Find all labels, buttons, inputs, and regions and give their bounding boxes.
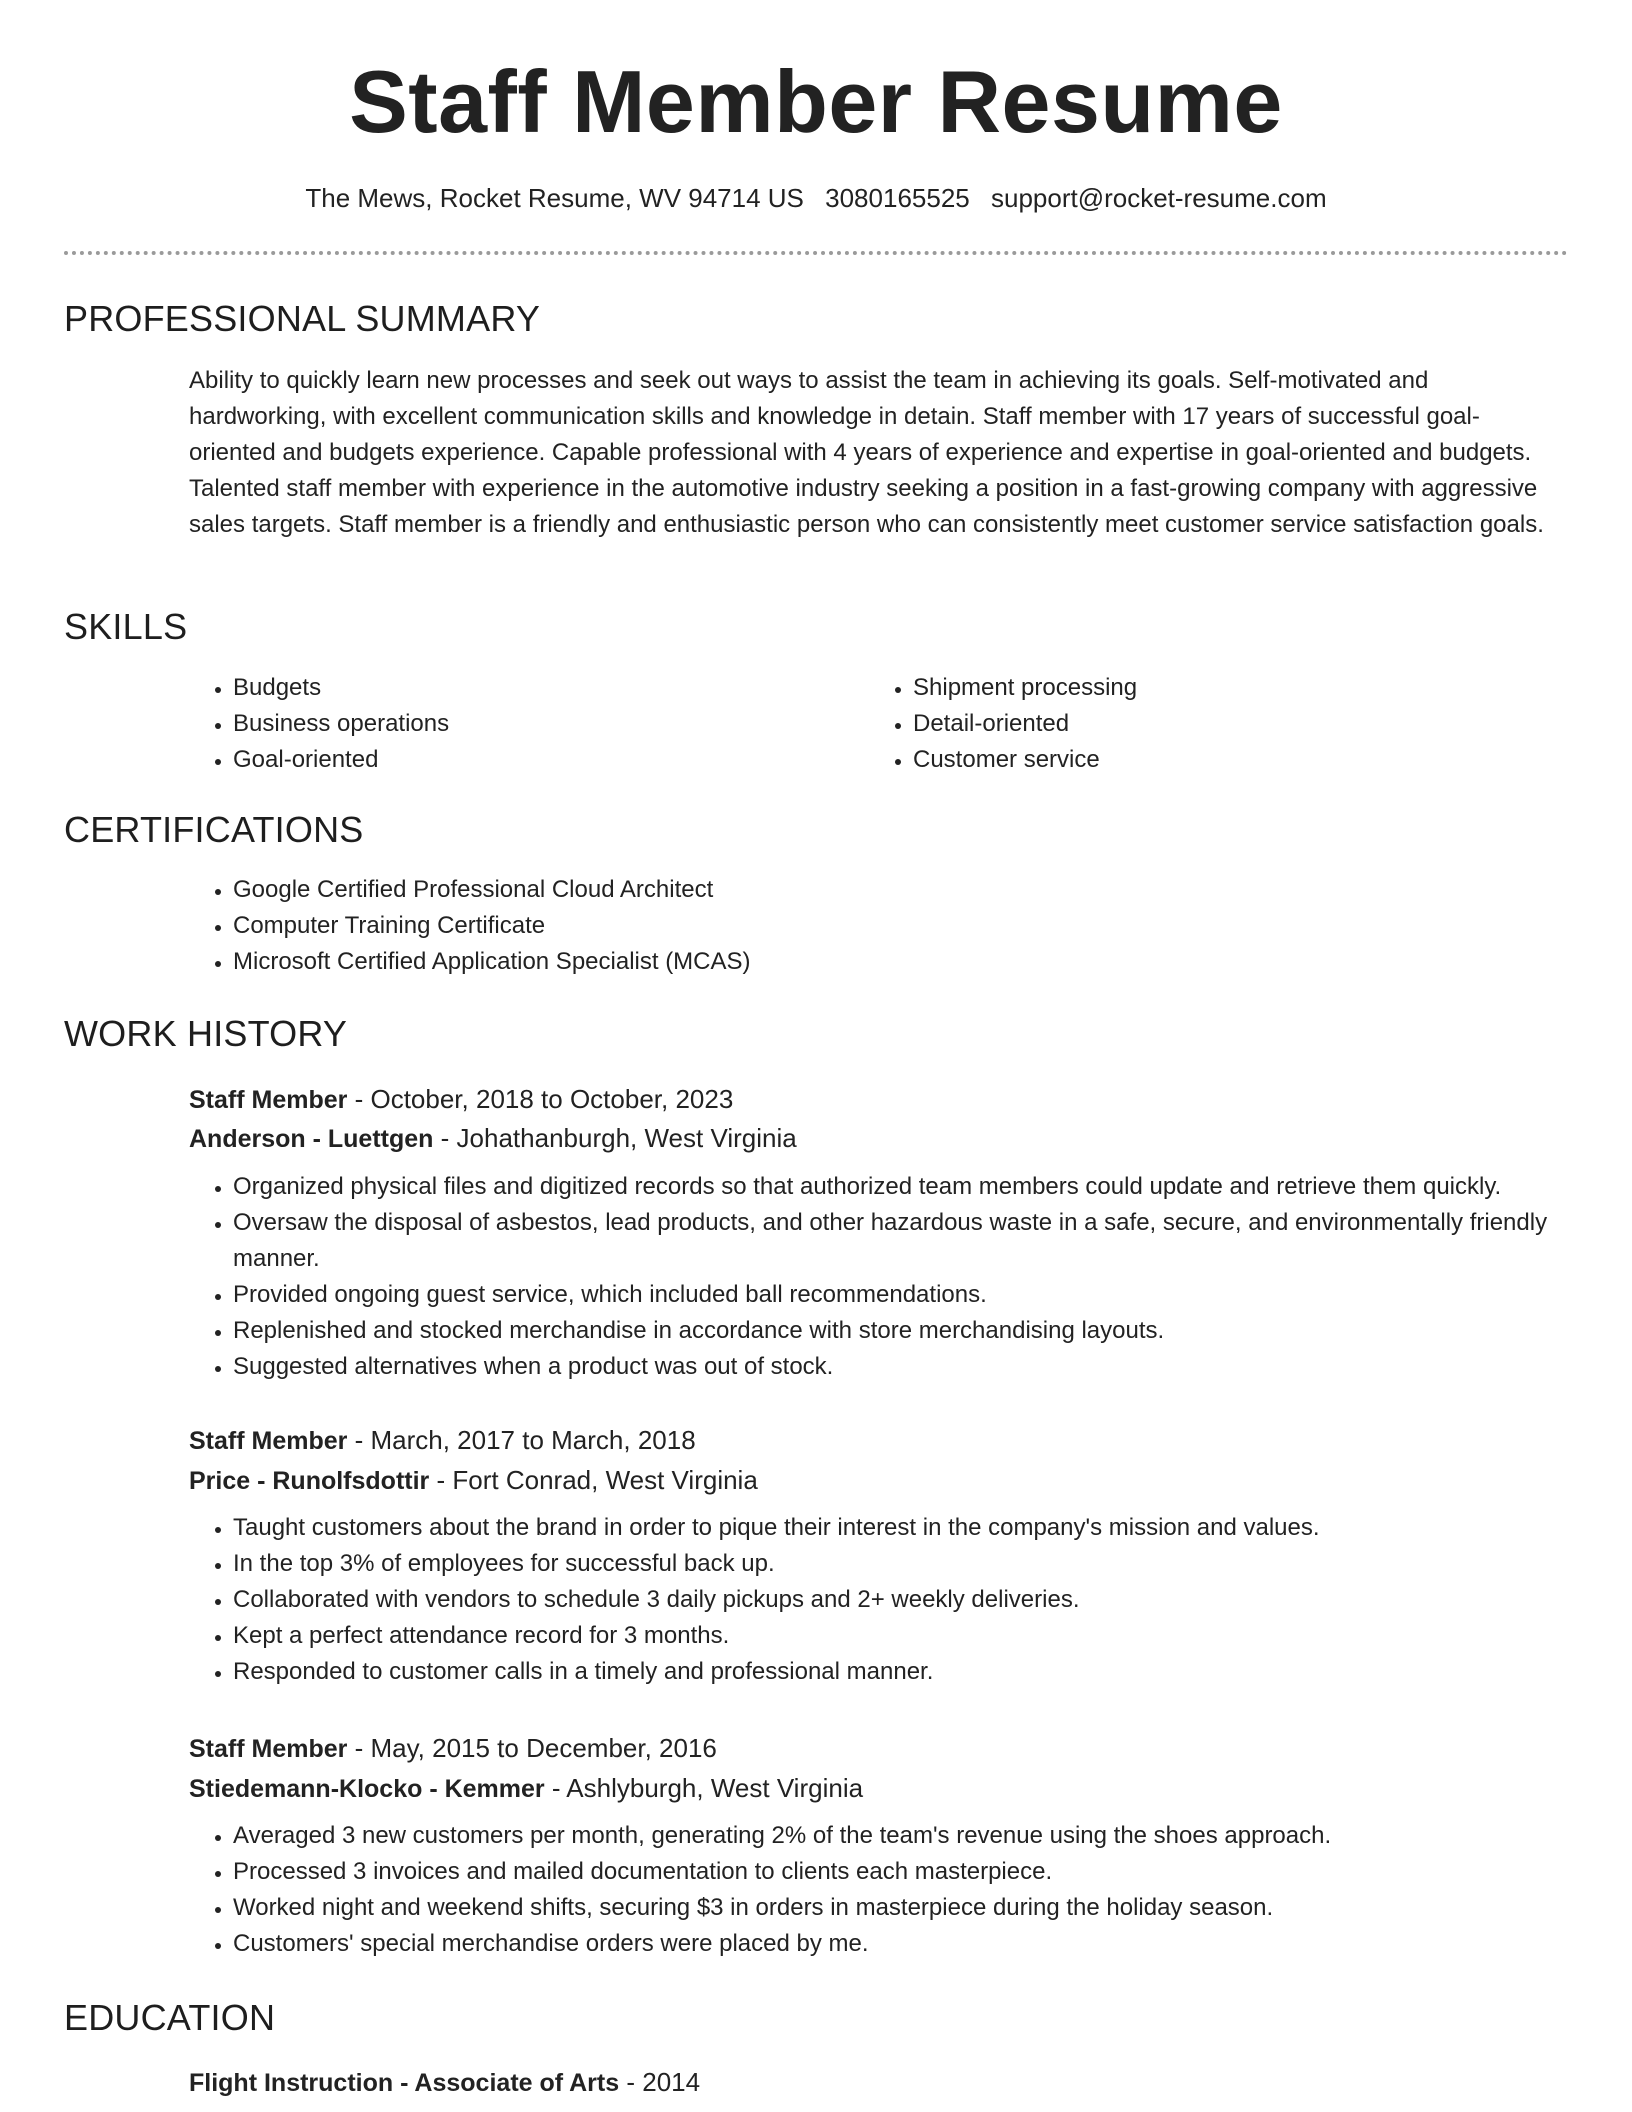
job-company-line bbox=[189, 1770, 863, 1807]
job-bullets bbox=[189, 1510, 1613, 1690]
job-dates: - May, 2015 to December, 2016 bbox=[347, 1733, 717, 1763]
list-item: • Customer service bbox=[913, 742, 1533, 778]
education-year: - 2014 bbox=[619, 2067, 701, 2097]
job-company-line bbox=[189, 1120, 797, 1157]
job-title-line bbox=[189, 1730, 717, 1767]
list-item: • Microsoft Certified Application Specialist (MCAS) bbox=[233, 944, 1533, 980]
job-role: Staff Member bbox=[189, 1427, 348, 1455]
certifications-list bbox=[189, 872, 1533, 980]
summary-text: Ability to quickly learn new processes and seek out ways to assist the team in achieving its goals. Self-motivated and hardworking, with excellent communication skills and knowledge in detain. Staff member with 17 years of successful goal-oriented and budgets experience. Capable professional with 4 years of experience and expertise in goal-oriented and budgets. Talented staff member with experience in the automotive industry seeking a position in a fast-growing company with aggressive sales targets. Staff member is a friendly and enthusiastic person who can consistently meet customer service satisfaction goals. bbox=[189, 367, 1544, 538]
list-item: • Oversaw the disposal of asbestos, lead products, and other hazardous waste in a safe, secure, and environmentally friendly manner. bbox=[233, 1205, 1613, 1277]
list-item: • Kept a perfect attendance record for 3 months. bbox=[233, 1618, 1613, 1654]
list-item: • Customers' special merchandise orders were placed by me. bbox=[233, 1926, 1613, 1962]
job-bullets bbox=[189, 1169, 1613, 1385]
job-location: - Fort Conrad, West Virginia bbox=[429, 1465, 758, 1495]
skills-heading: SKILLS bbox=[64, 606, 188, 647]
list-item: • Averaged 3 new customers per month, generating 2% of the team's revenue using the shoes approach. bbox=[233, 1818, 1613, 1854]
list-item: • Organized physical files and digitized records so that authorized team members could update and retrieve them quickly. bbox=[233, 1169, 1613, 1205]
job-company-line bbox=[189, 1462, 758, 1499]
list-item: • Shipment processing bbox=[913, 670, 1533, 706]
education-heading: EDUCATION bbox=[64, 1997, 276, 2038]
certifications-heading: CERTIFICATIONS bbox=[64, 809, 364, 850]
list-item: • In the top 3% of employees for successful back up. bbox=[233, 1546, 1613, 1582]
contact-address: The Mews, Rocket Resume, WV 94714 US bbox=[305, 183, 804, 213]
job-location: - Ashlyburgh, West Virginia bbox=[544, 1773, 864, 1803]
contact-phone: 3080165525 bbox=[825, 183, 970, 213]
education-line bbox=[189, 2064, 700, 2101]
list-item: • Taught customers about the brand in order to pique their interest in the company's mission and values. bbox=[233, 1510, 1613, 1546]
job-role: Staff Member bbox=[189, 1735, 348, 1763]
contact-email: support@rocket-resume.com bbox=[990, 183, 1327, 213]
job-company: Anderson - Luettgen bbox=[189, 1125, 434, 1153]
list-item: • Replenished and stocked merchandise in accordance with store merchandising layouts. bbox=[233, 1313, 1613, 1349]
education-degree: Flight Instruction - Associate of Arts bbox=[189, 2069, 620, 2097]
job-dates: - October, 2018 to October, 2023 bbox=[347, 1084, 734, 1114]
job-company: Price - Runolfsdottir bbox=[189, 1467, 430, 1495]
list-item: • Provided ongoing guest service, which included ball recommendations. bbox=[233, 1277, 1613, 1313]
work-history-heading: WORK HISTORY bbox=[64, 1013, 348, 1054]
list-item: • Budgets bbox=[233, 670, 853, 706]
list-item: • Processed 3 invoices and mailed documentation to clients each masterpiece. bbox=[233, 1854, 1613, 1890]
list-item: • Google Certified Professional Cloud Architect bbox=[233, 872, 1533, 908]
contact-line bbox=[0, 181, 1632, 215]
list-item: • Collaborated with vendors to schedule 3 daily pickups and 2+ weekly deliveries. bbox=[233, 1582, 1613, 1618]
list-item: • Suggested alternatives when a product was out of stock. bbox=[233, 1349, 1613, 1385]
resume-title: Staff Member Resume bbox=[349, 52, 1283, 151]
job-role: Staff Member bbox=[189, 1086, 348, 1114]
header-divider bbox=[64, 251, 1568, 255]
list-item: • Goal-oriented bbox=[233, 742, 853, 778]
job-bullets bbox=[189, 1818, 1613, 1962]
job-location: - Johathanburgh, West Virginia bbox=[433, 1123, 797, 1153]
list-item: • Responded to customer calls in a timely and professional manner. bbox=[233, 1654, 1613, 1690]
job-company: Stiedemann-Klocko - Kemmer bbox=[189, 1775, 545, 1803]
skills-list-right bbox=[869, 670, 1533, 778]
job-dates: - March, 2017 to March, 2018 bbox=[347, 1425, 696, 1455]
list-item: • Business operations bbox=[233, 706, 853, 742]
job-title-line bbox=[189, 1081, 733, 1118]
skills-list-left bbox=[189, 670, 853, 778]
list-item: • Detail-oriented bbox=[913, 706, 1533, 742]
job-title-line bbox=[189, 1422, 696, 1459]
summary-heading: PROFESSIONAL SUMMARY bbox=[64, 298, 541, 339]
list-item: • Worked night and weekend shifts, securing $3 in orders in masterpiece during the holiday season. bbox=[233, 1890, 1613, 1926]
list-item: • Computer Training Certificate bbox=[233, 908, 1533, 944]
